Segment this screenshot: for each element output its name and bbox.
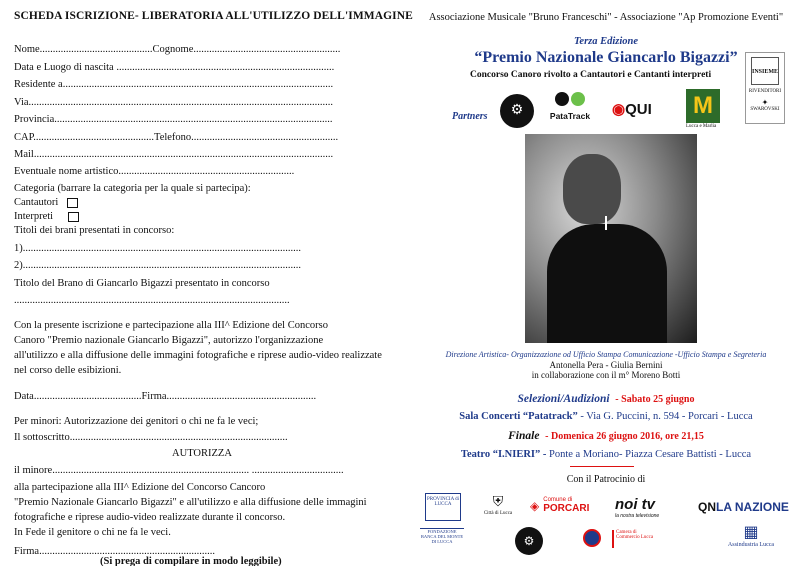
swan-icon: ✦: [761, 98, 769, 107]
assindustria-text: Assindustria Lucca: [727, 542, 775, 548]
field-mail[interactable]: Mail..................................................................................................................: [14, 149, 334, 160]
direzione-artistica: [412, 350, 800, 359]
cantautori-checkbox[interactable]: [67, 198, 78, 208]
minori-label: Per minori: Autorizzazione dei genitori o chi ne fa le veci;: [14, 416, 259, 427]
noi-tv-sub: la nostra televisione: [615, 513, 660, 519]
field-firma[interactable]: Firma...................................................................: [14, 546, 215, 557]
interpreti-checkbox[interactable]: [68, 212, 79, 222]
option-interpreti[interactable]: [14, 210, 79, 223]
citta-lucca-logo: [480, 495, 516, 516]
partecipazione-line-4: In Fede il genitore o chi ne fa le veci.: [14, 527, 171, 538]
option-cantautori[interactable]: [14, 196, 78, 209]
crest-icon: ⛨: [492, 495, 504, 510]
field-titolo-bigazzi[interactable]: .........................................................................................................: [14, 295, 290, 306]
fondazione-logo: FONDAZIONE BANCA DEL MONTE DI LUCCA: [420, 528, 464, 554]
sala-name: Sala Concerti “Patatrack”: [459, 411, 578, 422]
field-cap[interactable]: CAP..............................................Telefono........................................................: [14, 132, 339, 143]
finale-label: Finale: [508, 430, 540, 442]
citta-lucca-text: Città di Lucca: [483, 511, 513, 516]
divider: [570, 466, 634, 467]
categoria-label: Categoria (barrare la categoria per la quale si partecipa):: [14, 183, 251, 194]
edition-label: Terza Edizione: [573, 36, 639, 47]
field-data-luogo[interactable]: Data e Luogo di nascita ...................................................................................: [14, 62, 335, 73]
assindustria-icon: ▦: [743, 524, 759, 541]
field-brano-2[interactable]: 2)..........................................................................................................: [14, 260, 301, 271]
field-minore[interactable]: il minore........................................................................... ...................................: [14, 465, 344, 476]
comune-label: Comune di: [543, 497, 573, 503]
noi-tv-text: noi tv: [615, 496, 655, 513]
insieme-mark: INSIEME: [751, 57, 779, 85]
patatrack-text: PataTrack: [549, 111, 591, 121]
partecipazione-line-3: fotografiche e riprese audio-video realizzate durante il concorso.: [14, 512, 286, 523]
sala-address: - Via G. Puccini, n. 594 - Porcari - Lucca: [580, 411, 753, 422]
field-nome[interactable]: Nome...........................................Cognome........................................................: [14, 44, 341, 55]
finale-line: [412, 430, 800, 442]
field-nome-artistico[interactable]: Eventuale nome artistico...................................................................: [14, 166, 295, 177]
form-title: SCHEDA ISCRIZIONE- LIBERATORIA ALL'UTILIZZO DELL'IMMAGINE: [14, 10, 413, 22]
la-nazione-text: LA NAZIONE: [716, 500, 789, 514]
field-provincia[interactable]: Provincia..........................................................................................................: [14, 114, 333, 125]
swarovski-text: SWAROVSKI: [750, 107, 780, 112]
partecipazione-line-2: "Premio Nazionale Giancarlo Bigazzi" e all'utilizzo e alla diffusione delle immagini: [14, 497, 367, 508]
partecipazione-line-1: alla partecipazione alla III^ Edizione del Concorso Cancoro: [14, 482, 266, 493]
field-sottoscritto[interactable]: Il sottoscritto...................................................................................: [14, 432, 288, 443]
titoli-label: Titoli dei brani presentati in concorso:: [14, 225, 175, 236]
teatro-address: Ponte a Moriano- Piazza Cesare Battisti - Lucca: [549, 449, 752, 460]
selezioni-label: Selezioni/Audizioni: [517, 393, 610, 405]
selezioni-date: - Sabato 25 giugno: [615, 394, 695, 405]
titolo-bigazzi-label: Titolo del Brano di Giancarlo Bigazzi presentato in concorso: [14, 278, 270, 289]
direzione-text: Direzione Artistica- Organizzazione od Ufficio Stampa Comunicazione -Ufficio Stampa e Segreteria: [445, 350, 767, 359]
field-data-firma[interactable]: Data.........................................Firma.........................................................: [14, 391, 317, 402]
field-via[interactable]: Via....................................................................................................................: [14, 97, 334, 108]
comune-crest-icon: ◈: [530, 499, 540, 513]
consent-line-4: nel corso delle esibizioni.: [14, 365, 122, 376]
assindustria-logo: [720, 524, 782, 548]
qui-logo: ◉QUI: [612, 101, 652, 118]
porcari-text: PORCARI: [543, 503, 590, 514]
premio-title: “Premio Nazionale Giancarlo Bigazzi”: [474, 49, 738, 66]
associazioni-header: Associazione Musicale "Bruno Franceschi" - Associazione "Ap Promozione Eventi": [428, 12, 784, 23]
patrocinio-label: Con il Patrocinio di: [566, 474, 646, 485]
teatro-name: Teatro “I.NIERI” -: [460, 449, 547, 460]
sun-records-logo-2: ⚙: [515, 527, 543, 555]
field-residente[interactable]: Residente a.......................................................................................................: [14, 79, 334, 90]
partners-label: Partners: [452, 111, 488, 122]
consent-line-1: Con la presente iscrizione e partecipazione alla III^ Edizione del Concorso: [14, 320, 328, 331]
consent-line-2: Canoro "Premio nazionale Giancarlo Bigazzi", autorizzo l'organizzazione: [14, 335, 324, 346]
autorizza-heading: AUTORIZZA: [172, 448, 232, 459]
qn-text: QN: [698, 500, 716, 514]
qui-text: QUI: [625, 101, 652, 118]
mcdonalds-logo: M: [686, 89, 720, 123]
sun-records-logo: ⚙: [500, 94, 534, 128]
form-footer-note: (Si prega di compilare in modo leggibile): [100, 556, 282, 566]
rivenditori-text: RIVENDITORI: [748, 89, 782, 94]
selezioni-line: [412, 393, 800, 405]
camera-commercio-logo: Camera di Commercio Lucca: [612, 530, 656, 548]
finale-date: - Domenica 26 giugno 2016, ore 21,15: [545, 431, 704, 442]
cantautori-label: Cantautori: [14, 197, 59, 208]
organizers-names: Antonella Pera - Giulia Bernini: [549, 360, 663, 370]
comune-porcari-logo: [530, 497, 600, 515]
insieme-logo: [745, 52, 785, 124]
sala-line: [412, 411, 800, 422]
regione-logo: [583, 529, 601, 547]
interpreti-label: Interpreti: [14, 211, 54, 222]
provincia-lucca-logo: PROVINCIA di LUCCA: [425, 493, 461, 521]
qn-la-nazione-logo: [698, 500, 789, 514]
field-brano-1[interactable]: 1)..........................................................................................................: [14, 243, 301, 254]
giancarlo-bigazzi-photo: [525, 134, 697, 343]
teatro-line: [412, 449, 800, 460]
noi-tv-logo: [615, 496, 687, 519]
consent-line-3: all'utilizzo e alla diffusione delle immagini fotografiche e riprese audio-video realizzate: [14, 350, 382, 361]
concorso-subtitle: Concorso Canoro rivolto a Cantautori e Cantanti interpreti: [470, 70, 712, 80]
patatrack-logo: [545, 92, 595, 126]
lucca-marlia-text: Lucca e Marlia: [686, 124, 717, 129]
collaborazione-text: in collaborazione con il m° Moreno Botti: [531, 370, 681, 380]
